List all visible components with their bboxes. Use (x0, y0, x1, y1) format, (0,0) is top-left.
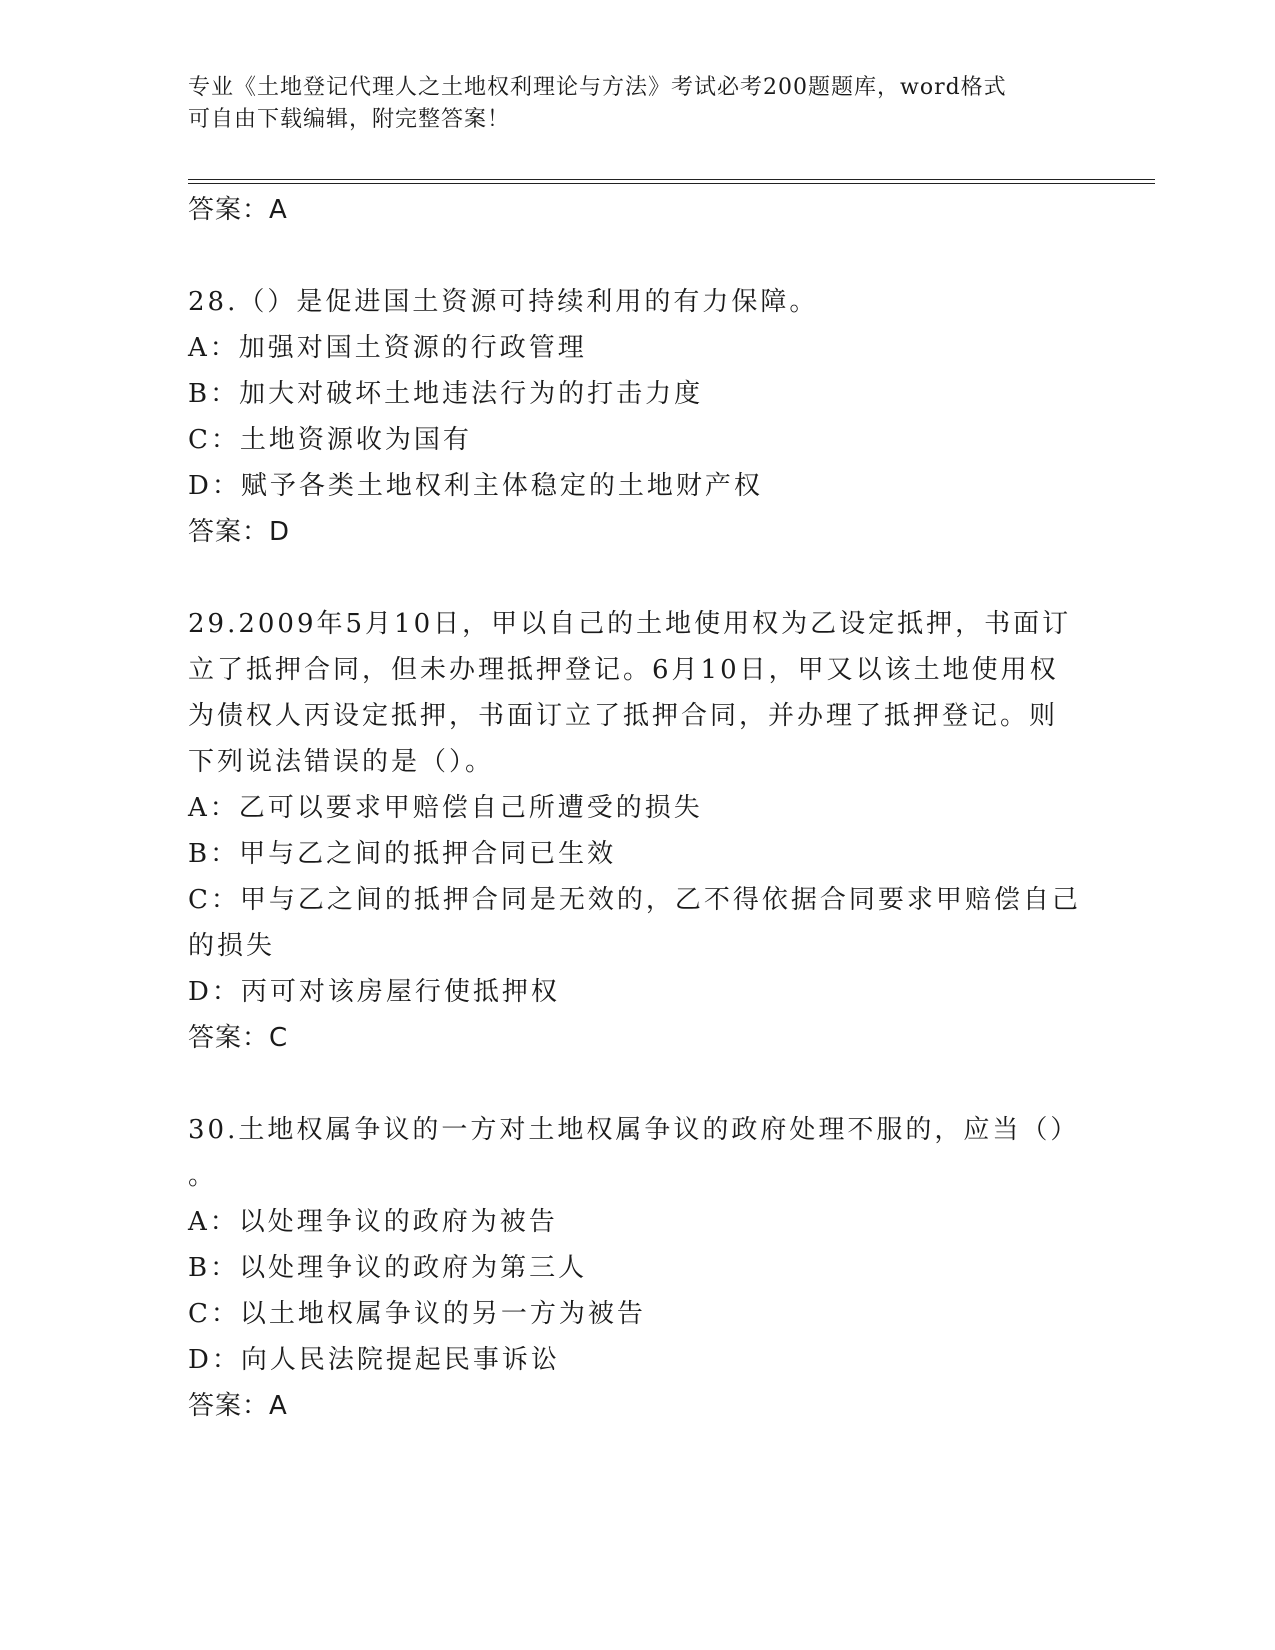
header-line-2: 可自由下载编辑，附完整答案！ (188, 107, 511, 132)
option-d: D：赋予各类土地权利主体稳定的土地财产权 (188, 471, 763, 501)
option-b: B：加大对破坏土地违法行为的打击力度 (188, 379, 704, 409)
question-stem: 30.土地权属争议的一方对土地权属争议的政府处理不服的，应当（） (188, 1115, 1080, 1145)
option-b: B：以处理争议的政府为第三人 (188, 1253, 588, 1283)
answer-line: 答案：A (188, 1391, 288, 1421)
header-divider-bottom (188, 183, 1155, 184)
header-line-1: 专业《土地登记代理人之土地权利理论与方法》考试必考200题题库，word格式 (188, 75, 1007, 100)
answer-line: 答案：A (188, 195, 288, 225)
question-29 (188, 601, 1088, 1061)
question-stem: 立了抵押合同，但未办理抵押登记。6月10日，甲又以该土地使用权 (188, 655, 1059, 685)
option-a: A：加强对国土资源的行政管理 (188, 333, 587, 363)
option-c: C：以土地权属争议的另一方为被告 (188, 1299, 646, 1329)
option-a: A：乙可以要求甲赔偿自己所遭受的损失 (188, 793, 703, 823)
answer-line: 答案：C (188, 1023, 289, 1053)
option-b: B：甲与乙之间的抵押合同已生效 (188, 839, 617, 869)
question-stem: 为债权人丙设定抵押，书面订立了抵押合同，并办理了抵押登记。则 (188, 701, 1059, 731)
option-d: D：丙可对该房屋行使抵押权 (188, 977, 560, 1007)
document-body (188, 187, 1088, 1429)
document-header (188, 72, 1088, 136)
question-stem: 下列说法错误的是（）。 (188, 747, 495, 777)
option-c: C：土地资源收为国有 (188, 425, 472, 455)
answer-line: 答案：D (188, 517, 291, 547)
question-28 (188, 279, 1088, 555)
option-d: D：向人民法院提起民事诉讼 (188, 1345, 560, 1375)
option-c: C：甲与乙之间的抵押合同是无效的，乙不得依据合同要求甲赔偿自己 (188, 885, 1081, 915)
question-30 (188, 1107, 1088, 1429)
header-divider-top (188, 179, 1155, 180)
option-c-continued: 的损失 (188, 931, 276, 961)
question-stem: 。 (188, 1161, 218, 1191)
question-stem: 28.（）是促进国土资源可持续利用的有力保障。 (188, 287, 819, 317)
question-stem: 29.2009年5月10日，甲以自己的土地使用权为乙设定抵押，书面订 (188, 609, 1072, 639)
option-a: A：以处理争议的政府为被告 (188, 1207, 558, 1237)
